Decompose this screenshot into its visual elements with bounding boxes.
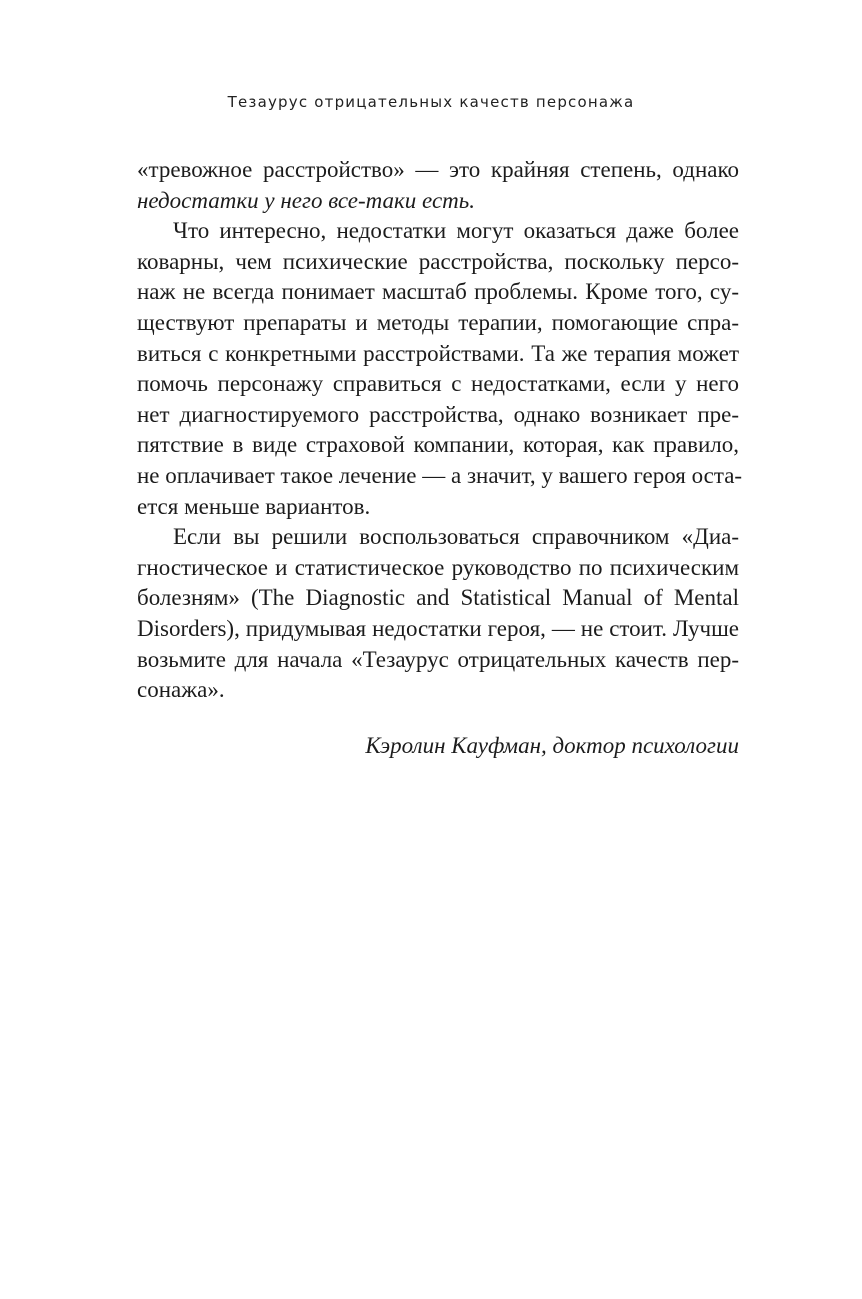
text-line: ществуют препараты и методы терапии, помогающие спра- bbox=[137, 309, 739, 335]
text-line: Если вы решили воспользоваться справочником «Диа- bbox=[173, 524, 739, 550]
author-signature: Кэролин Кауфман, доктор психологии bbox=[365, 733, 739, 758]
text-line: возьмите для начала «Тезаурус отрицательных качеств пер- bbox=[137, 646, 739, 672]
text-line: сонажа». bbox=[137, 677, 225, 703]
text-line: Disorders), придумывая недостатки героя, — не стоит. Лучше bbox=[137, 615, 739, 641]
text-line: не оплачивает такое лечение — а значит, у вашего героя оста- bbox=[137, 462, 743, 488]
text-line: гностическое и статистическое руководство по психическим bbox=[137, 554, 739, 580]
running-head: Тезаурус отрицательных качеств персонажа bbox=[227, 93, 635, 111]
text-line: наж не всегда понимает масштаб проблемы. Кроме того, су- bbox=[137, 279, 739, 305]
body-text bbox=[137, 155, 743, 706]
text-line: Что интересно, недостатки могут оказаться даже более bbox=[173, 218, 739, 244]
text-line: нет диагностируемого расстройства, однако возникает пре- bbox=[137, 401, 739, 427]
text-line-italic: недостатки у него все-таки есть. bbox=[137, 187, 475, 213]
text-line: «тревожное расстройство» — это крайняя степень, однако bbox=[137, 157, 739, 182]
text-line: помочь персонажу справиться с недостатками, если у него bbox=[137, 371, 739, 397]
text-line: пятствие в виде страховой компании, которая, как правило, bbox=[137, 432, 739, 458]
text-line: коварны, чем психические расстройства, поскольку персо- bbox=[137, 248, 739, 274]
text-line: ется меньше вариантов. bbox=[137, 493, 371, 519]
text-line: виться с конкретными расстройствами. Та же терапия может bbox=[137, 340, 739, 366]
text-line: болезням» (The Diagnostic and Statistical Manual of Mental bbox=[137, 585, 739, 611]
